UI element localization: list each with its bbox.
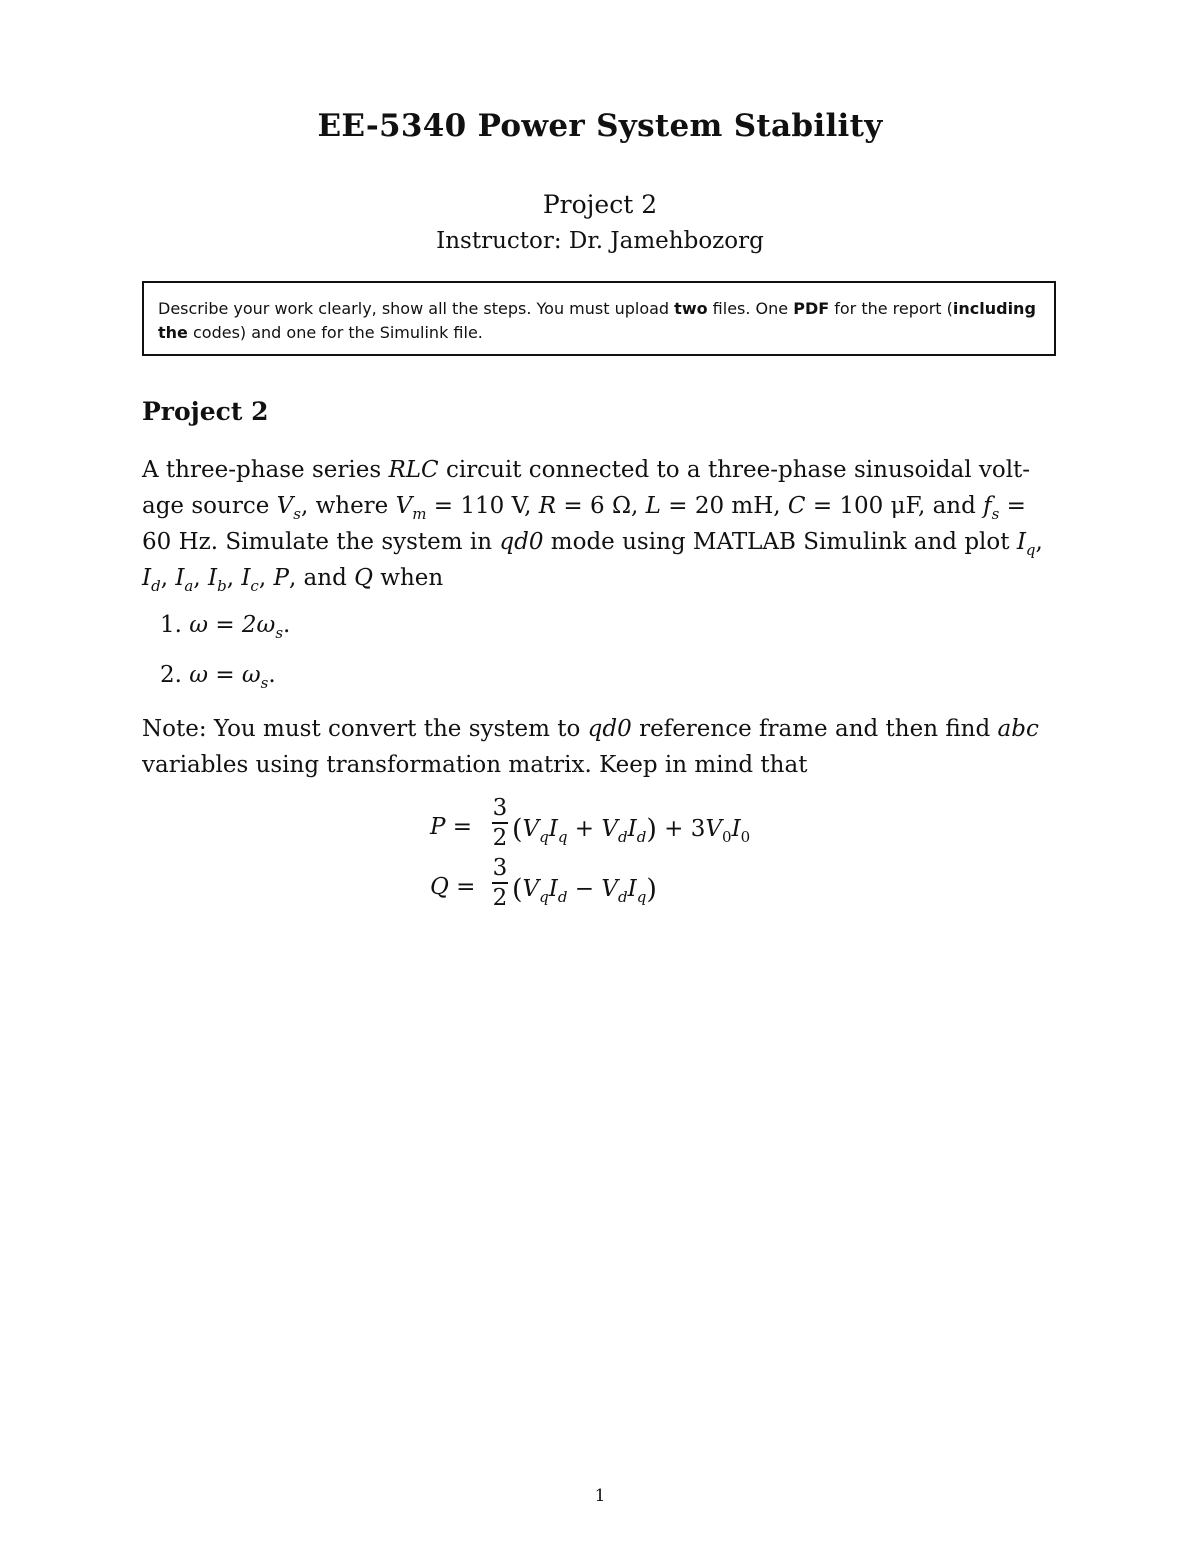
notice-bold-including: including the (158, 299, 1036, 342)
notice-bold-pdf: PDF (793, 299, 830, 318)
page-number: 1 (594, 1486, 606, 1506)
notice-text: Describe your work clearly, show all the steps. You must upload (158, 299, 675, 318)
document-title: EE-5340 Power System Stability (317, 108, 883, 144)
section-heading: Project 2 (142, 397, 269, 426)
notice-text: for the report ( (829, 299, 953, 318)
fraction: 3 2 (492, 855, 508, 911)
list-item: 1. $\omega = 2\omega_s$. (160, 612, 291, 642)
note-paragraph: Note: You must convert the system to qd0 reference frame and then find abc variables using transformation matrix. Keep in mind that (142, 716, 1039, 778)
notice-bold-two: two (674, 299, 708, 318)
list-item: 2. $\omega = \omega_s$. (160, 662, 276, 692)
problem-statement: A three-phase series RLC circuit connected to a three-phase sinusoidal volt-age source $V_s$, where $V_m = 110$ V, R = 6 Ω, L = 20 mH, C = 100 μF, and $f_s = 60$ Hz. Simulate the system in qd0 mode using MATLAB Simulink and plot $I_q$, $I_d$, $I_a$, $I_b$, $I_c$, P, and Q when (142, 457, 1043, 595)
notice-text: codes) and one for the Simulink file. (187, 323, 483, 342)
instructions-box (142, 281, 1056, 356)
notice-text: files. One (707, 299, 794, 318)
fraction: 3 2 (492, 795, 508, 851)
instructor-line: Instructor: Dr. Jamehbozorg (436, 228, 764, 254)
document-subtitle: Project 2 (542, 190, 658, 219)
